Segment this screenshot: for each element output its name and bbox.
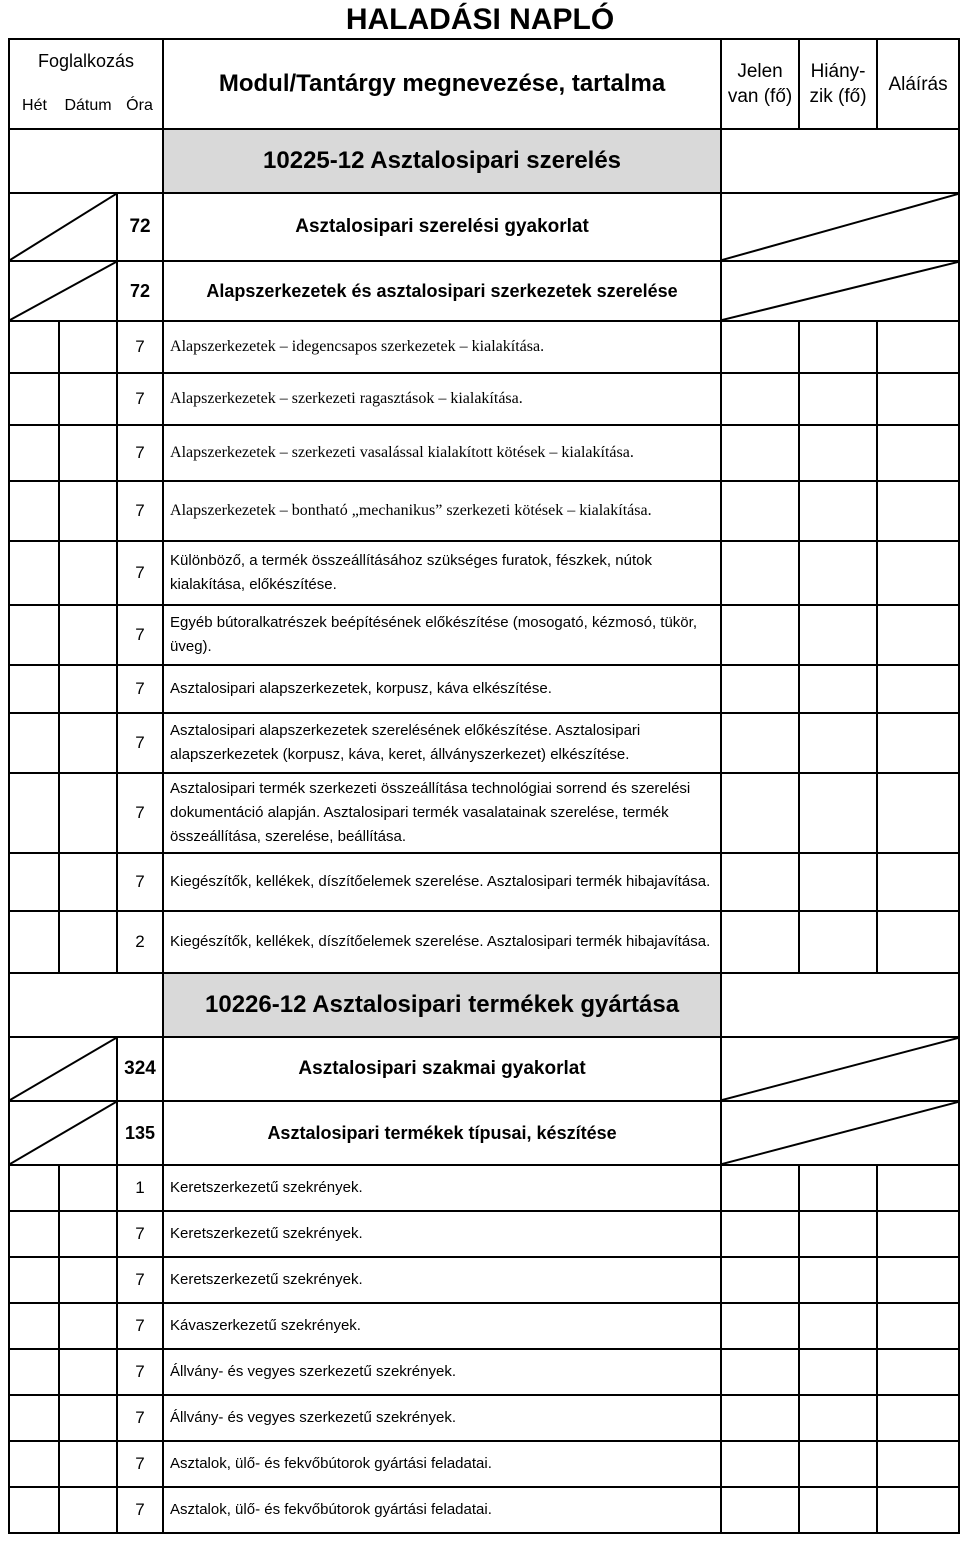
absent-cell[interactable] (799, 425, 877, 481)
date-cell[interactable] (59, 373, 117, 425)
lesson-row (9, 1303, 959, 1349)
signature-cell[interactable] (877, 713, 959, 773)
week-cell[interactable] (9, 1349, 59, 1395)
lesson-row (9, 321, 959, 373)
lesson-hours: 7 (117, 541, 163, 605)
date-cell[interactable] (59, 1395, 117, 1441)
lesson-hours: 7 (117, 1441, 163, 1487)
signature-cell[interactable] (877, 1257, 959, 1303)
lesson-row (9, 373, 959, 425)
present-cell[interactable] (721, 1257, 799, 1303)
header-ora: Óra (117, 83, 163, 129)
week-cell[interactable] (9, 373, 59, 425)
progress-log-table (8, 38, 960, 1534)
absent-cell[interactable] (799, 605, 877, 665)
block-title: Asztalosipari szakmai gyakorlat (163, 1037, 721, 1101)
topic-row (9, 1101, 959, 1165)
lesson-row (9, 1487, 959, 1533)
date-cell[interactable] (59, 1303, 117, 1349)
present-cell[interactable] (721, 321, 799, 373)
date-cell[interactable] (59, 541, 117, 605)
signature-cell[interactable] (877, 605, 959, 665)
signature-cell[interactable] (877, 1441, 959, 1487)
lesson-description: Asztalosipari alapszerkezetek szerelésének előkészítése. Asztalosipari alapszerkezetek (korpusz, káva, keret, állványszerkezet) elkészítése. (163, 713, 721, 773)
week-cell[interactable] (9, 853, 59, 911)
date-cell[interactable] (59, 853, 117, 911)
block-hours: 324 (117, 1037, 163, 1101)
lesson-hours: 7 (117, 1487, 163, 1533)
crossed-cell (721, 1101, 959, 1165)
lesson-row (9, 1211, 959, 1257)
lesson-description: Alapszerkezetek – szerkezeti ragasztások – kialakítása. (163, 373, 721, 425)
header-foglalkozas: Foglalkozás (9, 39, 163, 83)
date-cell[interactable] (59, 713, 117, 773)
signature-cell[interactable] (877, 1395, 959, 1441)
present-cell[interactable] (721, 665, 799, 713)
lesson-row (9, 541, 959, 605)
week-cell[interactable] (9, 665, 59, 713)
absent-cell[interactable] (799, 911, 877, 973)
present-cell[interactable] (721, 1395, 799, 1441)
block-hours: 72 (117, 261, 163, 321)
signature-cell[interactable] (877, 1303, 959, 1349)
absent-cell[interactable] (799, 481, 877, 541)
present-cell[interactable] (721, 911, 799, 973)
lesson-row (9, 481, 959, 541)
lesson-hours: 2 (117, 911, 163, 973)
lesson-description: Különböző, a termék összeállításához szükséges furatok, fészkek, nútok kialakítása, előkészítése. (163, 541, 721, 605)
blank-cell (721, 973, 959, 1037)
week-cell[interactable] (9, 1441, 59, 1487)
signature-cell[interactable] (877, 1211, 959, 1257)
crossed-cell (9, 261, 117, 321)
lesson-row (9, 605, 959, 665)
present-cell[interactable] (721, 1211, 799, 1257)
lesson-row (9, 1395, 959, 1441)
block-hours: 72 (117, 193, 163, 261)
lesson-row (9, 1441, 959, 1487)
date-cell[interactable] (59, 1349, 117, 1395)
week-cell[interactable] (9, 911, 59, 973)
week-cell[interactable] (9, 773, 59, 853)
lesson-hours: 7 (117, 1211, 163, 1257)
week-cell[interactable] (9, 1165, 59, 1211)
lesson-description: Kiegészítők, kellékek, díszítőelemek szerelése. Asztalosipari termék hibajavítása. (163, 853, 721, 911)
lesson-description: Keretszerkezetű szekrények. (163, 1211, 721, 1257)
date-cell[interactable] (59, 1257, 117, 1303)
lesson-row (9, 1257, 959, 1303)
date-cell[interactable] (59, 1211, 117, 1257)
lesson-hours: 7 (117, 605, 163, 665)
present-cell[interactable] (721, 1165, 799, 1211)
signature-cell[interactable] (877, 1487, 959, 1533)
week-cell[interactable] (9, 425, 59, 481)
absent-cell[interactable] (799, 1487, 877, 1533)
lesson-description: Állvány- és vegyes szerkezetű szekrények. (163, 1349, 721, 1395)
lesson-hours: 7 (117, 481, 163, 541)
lesson-description: Alapszerkezetek – bontható „mechanikus” szerkezeti kötések – kialakítása. (163, 481, 721, 541)
present-cell[interactable] (721, 853, 799, 911)
present-cell[interactable] (721, 1349, 799, 1395)
date-cell[interactable] (59, 321, 117, 373)
date-cell[interactable] (59, 773, 117, 853)
signature-cell[interactable] (877, 853, 959, 911)
signature-cell[interactable] (877, 541, 959, 605)
block-title: Alapszerkezetek és asztalosipari szerkezetek szerelése (163, 261, 721, 321)
week-cell[interactable] (9, 481, 59, 541)
lesson-description: Asztalok, ülő- és fekvőbútorok gyártási feladatai. (163, 1441, 721, 1487)
lesson-hours: 7 (117, 1257, 163, 1303)
lesson-description: Állvány- és vegyes szerkezetű szekrények. (163, 1395, 721, 1441)
page-title: HALADÁSI NAPLÓ (345, 3, 615, 36)
week-cell[interactable] (9, 1257, 59, 1303)
subject-row (9, 1037, 959, 1101)
lesson-row (9, 911, 959, 973)
block-title: Asztalosipari szerelési gyakorlat (163, 193, 721, 261)
signature-cell[interactable] (877, 425, 959, 481)
absent-cell[interactable] (799, 373, 877, 425)
lesson-hours: 7 (117, 425, 163, 481)
present-cell[interactable] (721, 1487, 799, 1533)
blank-cell (9, 129, 163, 193)
lesson-hours: 7 (117, 853, 163, 911)
absent-cell[interactable] (799, 541, 877, 605)
lesson-hours: 7 (117, 321, 163, 373)
signature-cell[interactable] (877, 373, 959, 425)
lesson-hours: 1 (117, 1165, 163, 1211)
signature-cell[interactable] (877, 1165, 959, 1211)
lesson-description: Alapszerkezetek – idegencsapos szerkezetek – kialakítása. (163, 321, 721, 373)
week-cell[interactable] (9, 321, 59, 373)
week-cell[interactable] (9, 605, 59, 665)
header-datum: Dátum (59, 83, 117, 129)
section-title: 10225-12 Asztalosipari szerelés (163, 129, 721, 193)
lesson-hours: 7 (117, 373, 163, 425)
present-cell[interactable] (721, 481, 799, 541)
present-cell[interactable] (721, 373, 799, 425)
header-alairas: Aláírás (877, 39, 959, 129)
crossed-cell (9, 193, 117, 261)
date-cell[interactable] (59, 481, 117, 541)
signature-cell[interactable] (877, 665, 959, 713)
date-cell[interactable] (59, 425, 117, 481)
absent-cell[interactable] (799, 1257, 877, 1303)
lesson-description: Alapszerkezetek – szerkezeti vasalással kialakított kötések – kialakítása. (163, 425, 721, 481)
header-row-top (9, 39, 959, 83)
absent-cell[interactable] (799, 1165, 877, 1211)
crossed-cell (721, 261, 959, 321)
date-cell[interactable] (59, 1165, 117, 1211)
crossed-cell (721, 193, 959, 261)
absent-cell[interactable] (799, 1441, 877, 1487)
week-cell[interactable] (9, 713, 59, 773)
lesson-hours: 7 (117, 1395, 163, 1441)
header-jelen: Jelen van (fő) (721, 39, 799, 129)
section-title: 10226-12 Asztalosipari termékek gyártása (163, 973, 721, 1037)
lesson-description: Keretszerkezetű szekrények. (163, 1257, 721, 1303)
lesson-description: Kiegészítők, kellékek, díszítőelemek szerelése. Asztalosipari termék hibajavítása. (163, 911, 721, 973)
signature-cell[interactable] (877, 911, 959, 973)
blank-cell (9, 973, 163, 1037)
lesson-description: Egyéb bútoralkatrészek beépítésének előkészítése (mosogató, kézmosó, tükör, üveg). (163, 605, 721, 665)
week-cell[interactable] (9, 541, 59, 605)
date-cell[interactable] (59, 665, 117, 713)
lesson-description: Asztalok, ülő- és fekvőbútorok gyártási feladatai. (163, 1487, 721, 1533)
present-cell[interactable] (721, 425, 799, 481)
present-cell[interactable] (721, 541, 799, 605)
header-hiany: Hiány- zik (fő) (799, 39, 877, 129)
crossed-cell (9, 1101, 117, 1165)
present-cell[interactable] (721, 1303, 799, 1349)
lesson-row (9, 1165, 959, 1211)
signature-cell[interactable] (877, 481, 959, 541)
absent-cell[interactable] (799, 853, 877, 911)
lesson-hours: 7 (117, 1303, 163, 1349)
lesson-row (9, 853, 959, 911)
present-cell[interactable] (721, 605, 799, 665)
lesson-row (9, 665, 959, 713)
topic-row (9, 261, 959, 321)
date-cell[interactable] (59, 605, 117, 665)
week-cell[interactable] (9, 1487, 59, 1533)
crossed-cell (9, 1037, 117, 1101)
subject-row (9, 193, 959, 261)
date-cell[interactable] (59, 1441, 117, 1487)
section-row (9, 973, 959, 1037)
block-hours: 135 (117, 1101, 163, 1165)
absent-cell[interactable] (799, 321, 877, 373)
signature-cell[interactable] (877, 773, 959, 853)
lesson-row (9, 1349, 959, 1395)
lesson-description: Asztalosipari alapszerkezetek, korpusz, káva elkészítése. (163, 665, 721, 713)
absent-cell[interactable] (799, 713, 877, 773)
lesson-hours: 7 (117, 773, 163, 853)
present-cell[interactable] (721, 773, 799, 853)
lesson-hours: 7 (117, 1349, 163, 1395)
lesson-description: Keretszerkezetű szekrények. (163, 1165, 721, 1211)
absent-cell[interactable] (799, 665, 877, 713)
header-het: Hét (9, 83, 59, 129)
present-cell[interactable] (721, 1441, 799, 1487)
absent-cell[interactable] (799, 773, 877, 853)
absent-cell[interactable] (799, 1303, 877, 1349)
absent-cell[interactable] (799, 1211, 877, 1257)
absent-cell[interactable] (799, 1349, 877, 1395)
present-cell[interactable] (721, 713, 799, 773)
block-title: Asztalosipari termékek típusai, készítése (163, 1101, 721, 1165)
date-cell[interactable] (59, 1487, 117, 1533)
crossed-cell (721, 1037, 959, 1101)
lesson-hours: 7 (117, 713, 163, 773)
lesson-description: Kávaszerkezetű szekrények. (163, 1303, 721, 1349)
signature-cell[interactable] (877, 321, 959, 373)
week-cell[interactable] (9, 1303, 59, 1349)
week-cell[interactable] (9, 1395, 59, 1441)
blank-cell (721, 129, 959, 193)
absent-cell[interactable] (799, 1395, 877, 1441)
lesson-description: Asztalosipari termék szerkezeti összeállítása technológiai sorrend és szerelési dokumentáció alapján. Asztalosipari termék vasalatainak szerelése, termék összeállítása, szerelése, beállítása. (163, 773, 721, 853)
header-modul: Modul/Tantárgy megnevezése, tartalma (163, 39, 721, 129)
lesson-row (9, 425, 959, 481)
week-cell[interactable] (9, 1211, 59, 1257)
lesson-row (9, 713, 959, 773)
section-row (9, 129, 959, 193)
date-cell[interactable] (59, 911, 117, 973)
signature-cell[interactable] (877, 1349, 959, 1395)
lesson-row (9, 773, 959, 853)
lesson-hours: 7 (117, 665, 163, 713)
